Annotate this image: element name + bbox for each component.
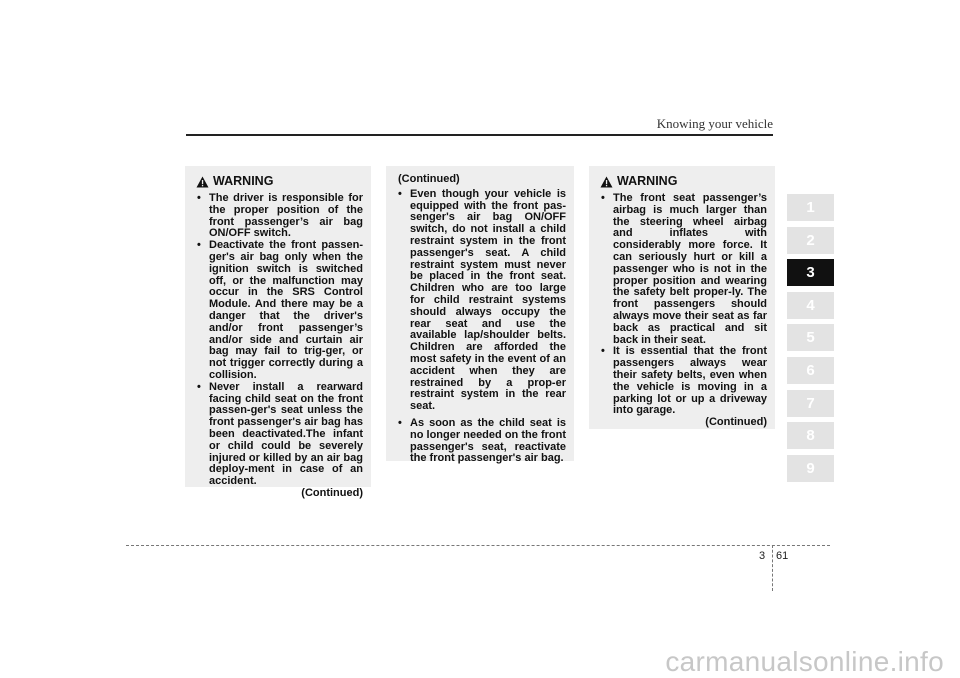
chapter-tab-9[interactable]: 9	[787, 455, 834, 482]
list-item: • As soon as the child seat is no longer needed on the front passenger's seat, reactivate the front passenger's air bag.	[394, 418, 566, 465]
chapter-tab-3[interactable]: 3	[787, 259, 834, 286]
page-number-value: 61	[776, 550, 789, 562]
list-item: • It is essential that the front passengers always wear their safety belts, even when the vehicle is moving in a parking lot or up a driveway into garage.	[597, 346, 767, 417]
list-item: • The driver is responsible for the proper position of the front passenger’s air bag ON/OFF switch.	[193, 193, 363, 240]
header-rule	[186, 134, 773, 136]
chapter-tab-6[interactable]: 6	[787, 357, 834, 384]
chapter-tab-7[interactable]: 7	[787, 390, 834, 417]
warning-triangle-icon	[600, 176, 613, 188]
chapter-tab-8[interactable]: 8	[787, 422, 834, 449]
continued-label: (Continued)	[301, 486, 363, 499]
list-item: • The front seat passenger’s airbag is much larger than the steering wheel airbag and inflates with considerably more force. It can seriously hurt or kill a passenger who is not in the proper position and wearing the safety belt proper-ly. The front passengers should always move their seat as far back as practical and sit back in their seat.	[597, 193, 767, 346]
list-item: • Even though your vehicle is equipped with the front pas-senger's air bag ON/OFF switch, do not install a child restraint system in the front passenger's seat. A child restraint system must never be placed in the front seat. Children who are too large for child restraint systems should always occupy the rear seat and use the available lap/shoulder belts. Children are afforded the most safety in the event of an accident when they are restrained by a prop-er restraint system in the rear seat.	[394, 189, 566, 413]
chapter-tab-5[interactable]: 5	[787, 324, 834, 351]
watermark: carmanualsonline.info	[665, 646, 944, 677]
warning-list	[394, 189, 566, 465]
warning-list	[597, 193, 767, 417]
section-title: Knowing your vehicle	[656, 116, 773, 131]
warning-heading: WARNING	[196, 176, 363, 188]
warning-panel-left	[185, 166, 371, 499]
list-item: • Deactivate the front passen-ger's air bag only when the ignition switch is switched off, or the malfunction may occur in the SRS Control Module. And there may be a danger that the driver's and/or front passenger’s and/or side and curtain air bag may fail to trig-ger, or not trigger correctly during a collision.	[193, 240, 363, 382]
chapter-tab-4[interactable]: 4	[787, 292, 834, 319]
continued-label: (Continued)	[398, 173, 460, 185]
list-item: • Never install a rearward facing child seat on the front passen-ger's seat unless the front passenger's air bag has been deactivated.The infant or child could be severely injured or killed by an air bag deploy-ment in case of an accident.	[193, 382, 363, 488]
warning-triangle-icon	[196, 176, 209, 188]
warning-panel-right	[589, 166, 775, 429]
warning-panel-middle	[386, 166, 574, 465]
chapter-tabs	[787, 194, 834, 487]
chapter-number: 3	[759, 550, 766, 562]
chapter-tab-2[interactable]: 2	[787, 227, 834, 254]
chapter-tab-1[interactable]: 1	[787, 194, 834, 221]
warning-list	[193, 193, 363, 488]
footer-divider	[772, 545, 773, 591]
continued-label: (Continued)	[705, 416, 767, 429]
footer-rule	[126, 545, 830, 546]
warning-heading: WARNING	[600, 176, 767, 188]
